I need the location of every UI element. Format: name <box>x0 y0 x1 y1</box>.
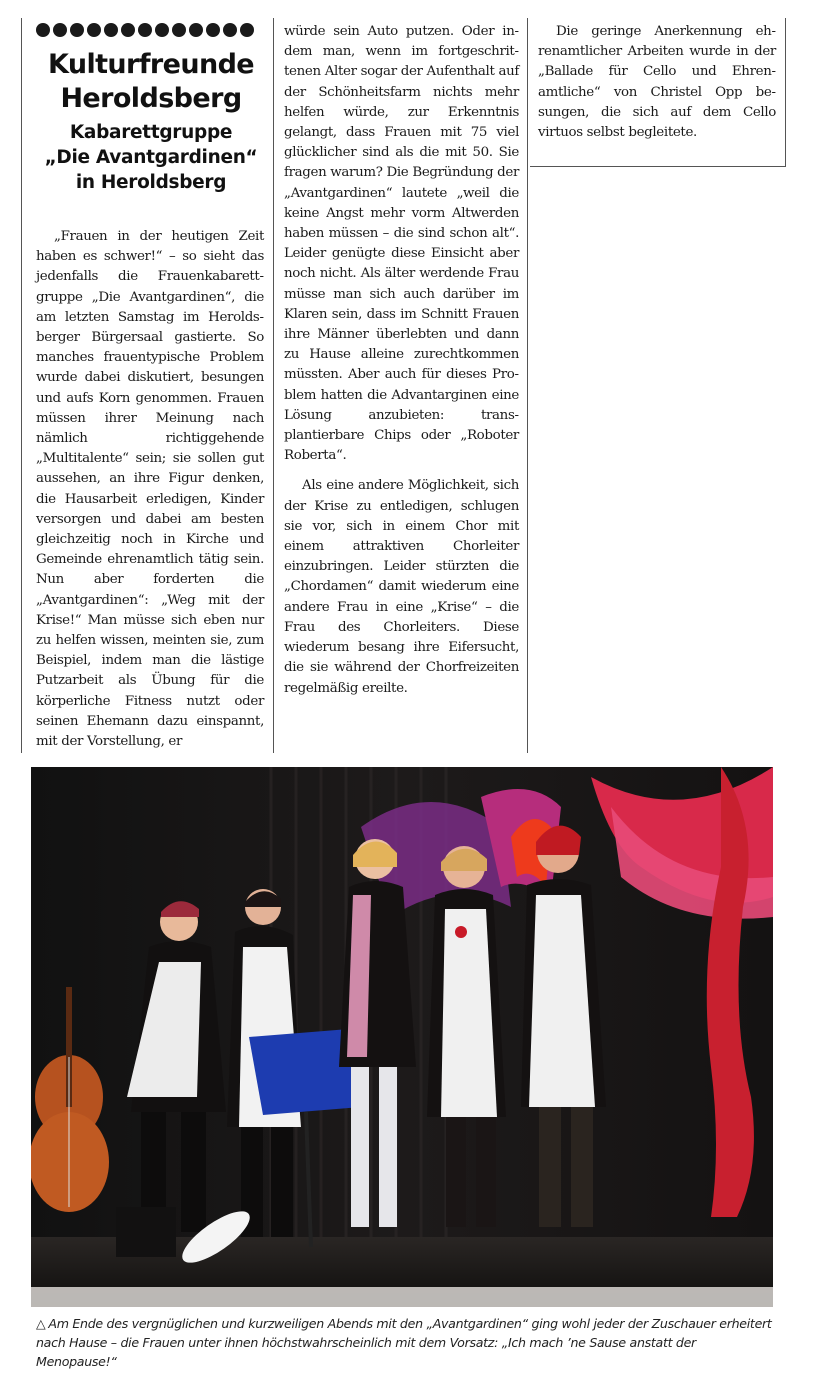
column-rule-1 <box>273 18 274 753</box>
headline-line2: Heroldsberg <box>60 83 242 114</box>
subheadline-line2: „Die Avantgardinen“ <box>44 147 258 168</box>
column-rule-left <box>21 18 22 753</box>
subheadline-line3: in Heroldsberg <box>75 172 227 193</box>
article-column-3 <box>538 22 776 143</box>
body-paragraph: Als eine andere Möglichkeit, sich der Krise zu entledigen, schlugen sie vor, sich in einem Chor mit einem attraktiven Chorleiter einzubringen. Leider stürzten die „Chordamen“ damit wiederum eine andere Frau in eine „Krise“ – die Frau des Chorleiters. Diese wiederum besang ihre Eifersucht, die sie während der Chorfreizeiten regelmäßig ereilte. <box>284 478 519 696</box>
caption-text: Am Ende des vergnüglichen und kurzweiligen Abends mit den „Avantgardinen“ ging wohl jeder der Zuschauer erheitert nach Hause – die Frauen unter ihnen höchstwahrscheinlich mit dem Vorsatz: „Ich mach ’ne Sause anstatt der Menopause!“ <box>36 1316 772 1369</box>
stage-photo <box>31 767 773 1307</box>
triangle-icon: △ <box>36 1316 46 1331</box>
photo-caption <box>36 1314 778 1371</box>
subheadline-line1: Kabarettgruppe <box>69 122 233 143</box>
body-paragraph: Die geringe Anerkennung ehrenamtlicher Arbeiten wurde in der „Ballade für Cello und Ehrenamtliche“ von Christel Opp besungen, die sich auf dem Cello virtuos selbst begleitete. <box>538 24 776 141</box>
body-paragraph: „Frauen in der heutigen Zeit haben es schwer!“ – so sieht das jedenfalls die Frauenkabarettgruppe „Die Avantgardinen“, die am letzten Samstag im Heroldsberger Bürgersaal gastierte. So manches frauentypische Problem wurde dabei diskutiert, besungen und aufs Korn genommen. Frauen müssen ihrer Meinung nach nämlich richtiggehende „Multitalente“ sein; sie sollen gut aussehen, an ihre Figur denken, die Hausarbeit erledigen, Kinder versorgen und dabei am besten gleichzeitig noch in Kirche und Gemeinde ehrenamtlich tätig sein. Nun aber forderten die „Avantgardinen“: „Weg mit der Krise!“ Man müsse sich eben nur zu helfen wissen, meinten sie, zum Beispiel, indem man die lästige Putzarbeit als Übung für die körperliche Fitness nutzt oder seinen Ehemann dazu einspannt, mit der Vorstellung, er <box>36 229 264 750</box>
stage-photo-icon <box>31 767 773 1307</box>
article-column-1 <box>36 227 264 752</box>
headline-line1: Kulturfreunde <box>47 49 255 80</box>
body-paragraph: würde sein Auto putzen. Oder indem man, wenn im fortgeschrittenen Alter sogar der Aufenthalt auf der Schönheitsfarm nichts mehr helfen würde, zur Erkenntnis gelangt, dass Frauen mit 75 viel glücklicher sind als die mit 50. Sie fragen warum? Die Begründung der „Avantgardinen“ lautete „weil die keine Angst mehr vorm Altwerden haben müssen – die sind schon alt“. Leider genügte diese Einsicht aber noch nicht. Als älter werdende Frau müsse man sich auch darüber im Klaren sein, dass im Schnitt Frauen ihre Männer überlebten und dann zu Hause alleine zurechtkommen müssten. Aber auch für dieses Problem hatten die Advantarginen eine Lösung anzubieten: transplantierbare Chips oder „Roboter Roberta“. <box>284 24 519 464</box>
article-header <box>36 48 266 195</box>
dot-row-icon <box>36 23 254 37</box>
article-column-2 <box>284 22 519 699</box>
column-rule-2 <box>527 18 528 753</box>
